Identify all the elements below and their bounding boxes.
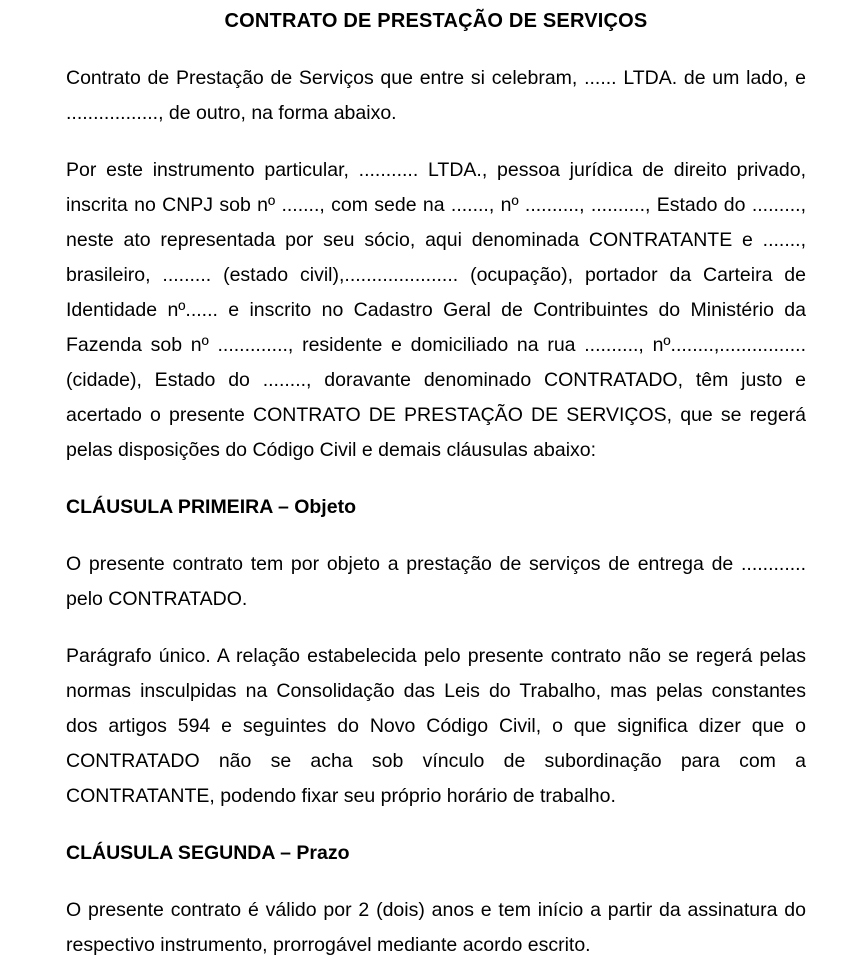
text-line: O presente contrato é válido por 2 (dois) anos e tem início a partir da assinatura do <box>66 899 806 921</box>
text-line: brasileiro, ......... (estado civil),..................... (ocupação), portador da Carteira de <box>66 264 806 286</box>
clause-2-heading: CLÁUSULA SEGUNDA – Prazo <box>66 842 350 864</box>
text-line: pelo CONTRATADO. <box>66 588 248 610</box>
text-line: pelas disposições do Código Civil e demais cláusulas abaixo: <box>66 439 597 461</box>
text-line: Parágrafo único. A relação estabelecida pelo presente contrato não se regerá pelas <box>66 645 806 667</box>
text-line: ................., de outro, na forma abaixo. <box>66 102 397 124</box>
text-line: Identidade nº...... e inscrito no Cadastro Geral de Contribuintes do Ministério da <box>66 299 806 321</box>
text-line: CONTRATADO não se acha sob vínculo de subordinação para com a <box>66 750 806 772</box>
text-line: CONTRATANTE, podendo fixar seu próprio horário de trabalho. <box>66 785 616 807</box>
text-line: O presente contrato tem por objeto a prestação de serviços de entrega de ............ <box>66 553 806 575</box>
text-line: (cidade), Estado do ........, doravante denominado CONTRATADO, têm justo e <box>66 369 806 391</box>
parties-paragraph <box>66 153 806 468</box>
text-line: normas insculpidas na Consolidação das Leis do Trabalho, mas pelas constantes <box>66 680 806 702</box>
text-line: Contrato de Prestação de Serviços que entre si celebram, ...... LTDA. de um lado, e <box>66 67 806 89</box>
clause-2-term-paragraph <box>66 893 806 959</box>
text-line: dos artigos 594 e seguintes do Novo Código Civil, o que significa dizer que o <box>66 715 806 737</box>
contract-title: CONTRATO DE PRESTAÇÃO DE SERVIÇOS <box>224 10 648 32</box>
text-line: Por este instrumento particular, ........... LTDA., pessoa jurídica de direito privado, <box>66 159 806 181</box>
clause-1-object-paragraph <box>66 547 806 617</box>
clause-1-sole-paragraph <box>66 639 806 814</box>
preamble-paragraph <box>66 61 806 131</box>
text-line: neste ato representada por seu sócio, aqui denominada CONTRATANTE e ......., <box>66 229 806 251</box>
text-line: Fazenda sob nº ............., residente e domiciliado na rua .........., nº........,................ <box>66 334 806 356</box>
text-line: respectivo instrumento, prorrogável mediante acordo escrito. <box>66 934 591 956</box>
clause-1-heading: CLÁUSULA PRIMEIRA – Objeto <box>66 496 356 518</box>
text-line: acertado o presente CONTRATO DE PRESTAÇÃO DE SERVIÇOS, que se regerá <box>66 404 806 426</box>
text-line: inscrita no CNPJ sob nº ......., com sede na ......., nº .........., .........., Estado do ........., <box>66 194 806 216</box>
